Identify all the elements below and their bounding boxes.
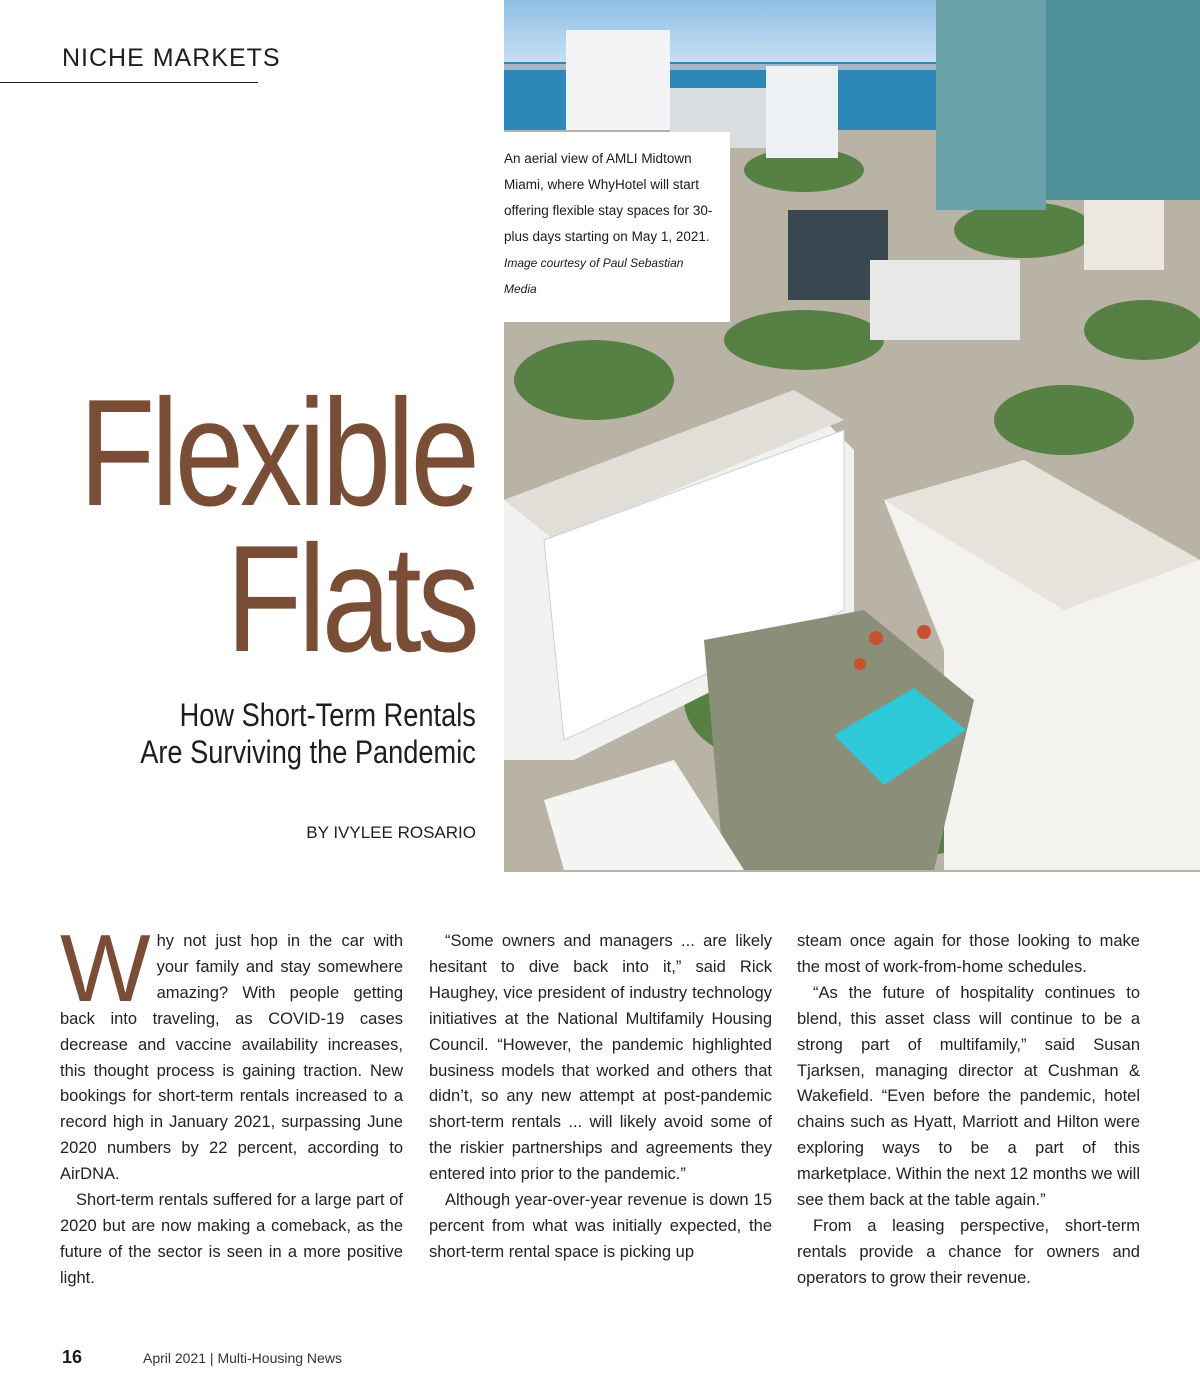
article-title <box>79 368 476 684</box>
body-column-3 <box>797 929 1140 1292</box>
photo-caption <box>504 146 718 302</box>
aerial-photo <box>504 0 1200 872</box>
drop-cap: W <box>60 915 151 1022</box>
paragraph-6: “As the future of hospitality continues to blend, this asset class will continue to be a strong part of multifamily,” said Susan Tjarksen, managing director at Cushman & Wakefield. “Even before the pandemic, hotel chains such as Hyatt, Marriott and Hilton were exploring ways to be a part of this marketplace. Within the next 12 months we will see them back at the table again.” <box>797 983 1140 1210</box>
section-label: NICHE MARKETS <box>62 44 281 72</box>
byline: BY IVYLEE ROSARIO <box>306 823 476 842</box>
paragraph-1 <box>60 915 403 1188</box>
paragraph-2: Short-term rentals suffered for a large part of 2020 but are now making a comeback, as the future of the sector is seen in a more positive light. <box>60 1191 403 1287</box>
body-column-1 <box>60 915 403 1292</box>
paragraph-7: From a leasing perspective, short-term rentals provide a chance for owners and operators to grow their revenue. <box>797 1216 1140 1287</box>
photo-credit: Image courtesy of Paul Sebastian Media <box>504 256 684 296</box>
page-number: 16 <box>62 1347 83 1367</box>
caption-box <box>504 132 730 322</box>
section-divider <box>0 82 258 83</box>
caption-text: An aerial view of AMLI Midtown Miami, where WhyHotel will start offering flexible stay spaces for 30-plus days starting on May 1, 2021. <box>504 151 713 244</box>
body-column-2 <box>429 929 772 1266</box>
article-subtitle <box>140 697 476 771</box>
paragraph-4: Although year-over-year revenue is down 15 percent from what was initially expected, the short-term rental space is picking up <box>429 1191 772 1261</box>
publication-info: April 2021 | Multi-Housing News <box>143 1350 342 1366</box>
subtitle-line-1: How Short-Term Rentals <box>179 697 476 733</box>
paragraph-1-text: hy not just hop in the car with your family and stay somewhere amazing? With people getting back into traveling, as COVID-19 cases decrease and vaccine availability increases, this thought process is gaining traction. New bookings for short-term rentals increased to a record high in January 2021, surpassing June 2020 numbers by 22 percent, according to AirDNA. <box>60 932 403 1184</box>
subtitle-line-2: Are Surviving the Pandemic <box>140 734 476 770</box>
paragraph-5: steam once again for those looking to make the most of work-from-home schedules. <box>797 932 1140 976</box>
title-line-2: Flats <box>226 514 476 684</box>
paragraph-3: “Some owners and managers ... are likely hesitant to dive back into it,” said Rick Haughey, vice president of industry technology initiatives at the National Multifamily Housing Council. “However, the pandemic highlighted business models that worked and others that didn’t, so any new attempt at post-pandemic short-term rentals ... will likely avoid some of the riskier partnerships and agreements they entered into prior to the pandemic.” <box>429 932 772 1184</box>
title-line-1: Flexible <box>79 368 476 538</box>
